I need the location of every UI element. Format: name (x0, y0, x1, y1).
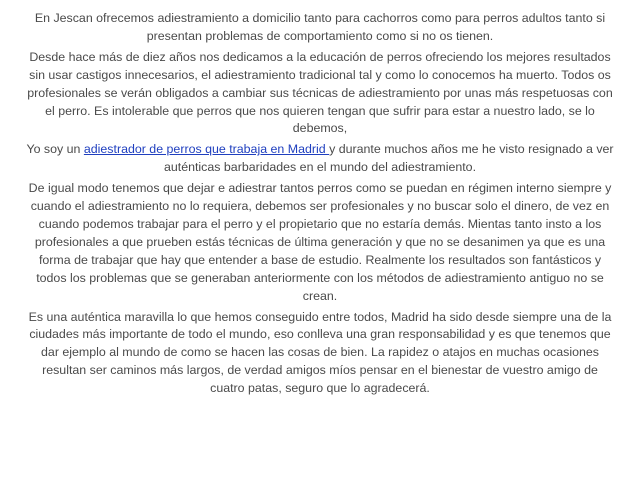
paragraph-trainer-tail: y durante muchos años me he visto resignado a ver auténticas barbaridades en el mundo del adiestramiento. (163, 142, 614, 175)
slide-body (26, 10, 614, 401)
paragraph-trainer-lead: Yo soy un (26, 142, 84, 157)
madrid-trainer-link[interactable]: adiestrador de perros que trabaja en Madrid (83, 142, 330, 157)
paragraph-madrid: Es una auténtica maravilla lo que hemos conseguido entre todos, Madrid ha sido desde siempre una de la ciudades más importante de todo el mundo, eso conlleva una gran responsabilidad y es que tenemos que dar ejemplo al mundo de como se hacen las cosas de bien. La rapidez o atajos en muchas ocasiones resultan ser caminos más largos, de verdad amigos míos pensar en el bienestar de vuestro amigo de cuatro patas, seguro que lo agradecerá. (28, 309, 612, 396)
paragraph-professionals: De igual modo tenemos que dejar e adiestrar tantos perros como se puedan en régimen interno siempre y cuando el adiestramiento no lo requiera, debemos ser profesionales y no buscar solo el dinero, de vez en cuando podemos trabajar para el perro y el propietario que no estaría demás. Mientas tanto insto a los profesionales a que prueben estás técnicas de última generación y que no se desanimen ya que es una forma de trabajar que hay que entender a base de estudio. Realmente los resultados son fantásticos y todos los problemas que se generaban anteriormente con los métodos de adiestramiento antiguo no se crean. (28, 181, 612, 303)
paragraph-experience: Desde hace más de diez años nos dedicamos a la educación de perros ofreciendo los mejores resultados sin usar castigos innecesarios, el adiestramiento tradicional tal y como lo conocemos ha muerto. Todos os profesionales se verán obligados a cambiar sus técnicas de adiestramiento por unas más respetuosas con el perro. Es intolerable que perros que nos quieren tengan que sufrir para estar a nuestro lado, se lo debemos, (27, 49, 613, 136)
paragraph-intro: En Jescan ofrecemos adiestramiento a domicilio tanto para cachorros como para perros adultos tanto si presentan problemas de comportamiento como si no os tienen. (34, 11, 606, 43)
paragraph-trainer (26, 141, 614, 177)
